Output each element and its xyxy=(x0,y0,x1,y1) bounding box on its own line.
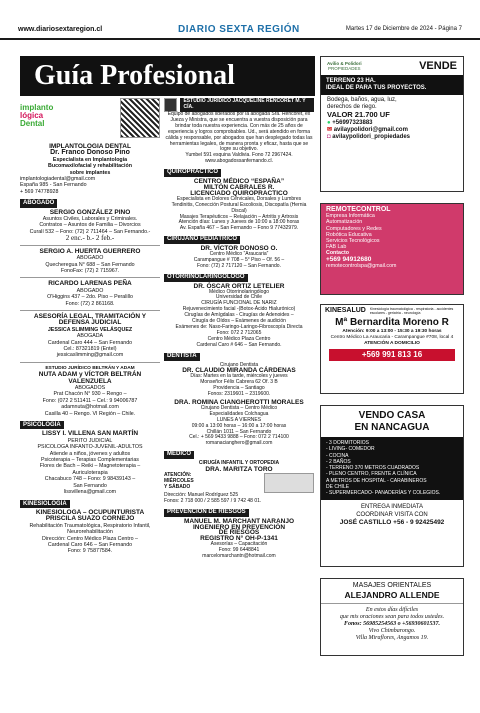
section-medico: MÉDICO xyxy=(164,451,194,459)
kinesalud-line: ATENCIÓN A DOMICILIO xyxy=(364,341,420,346)
lawyer-line: 2 enc.- b.- 2 feb.- xyxy=(65,234,115,243)
lawyer-line: adamnuta@hotmail.com xyxy=(61,404,119,411)
oto-line: CIRUGÍA FUNCIONAL DE NARIZ xyxy=(201,300,277,307)
remo-line: Robótica Educativa xyxy=(326,231,372,238)
estudio-text: Equipo de abogados liderados por la abogada Sra. Rencoret, ex Jueza y Ministra, que se encuentra a vuestra disposición para brindar toda nuestra experiencia. Con más de 25 años de experiencia y logros comprobables. Ud., será atendido en forma cálida y responsable, por abogados que han desplegado todas las herramientas legales, de manera pronta y eficaz, hasta que se logre su objetivo. xyxy=(165,111,313,153)
lawyer-line: ABOGADO xyxy=(76,255,104,262)
kinesalud-line: Centro Médico La Araucaria - Carampangue #708, local 4 xyxy=(330,335,454,340)
vende-line: Bodega, baños, agua, luz, xyxy=(327,97,397,103)
ad-kinesalud xyxy=(320,304,464,394)
quiro-name2: MILTÓN CABRALES R. xyxy=(203,183,275,191)
oto-name: DR. ÓSCAR ORTIZ LETELIER xyxy=(193,282,285,290)
remo-line: Automatización xyxy=(326,219,363,226)
quiro-name: CENTRO MÉDICO “ESPAÑA” xyxy=(193,178,285,186)
lawyer-line: FonoFax: (72) 2 715967. xyxy=(60,267,120,274)
implant-logo: implanto lógica Dental xyxy=(20,103,54,128)
masajes-line: Vivo Chimbarongo. xyxy=(368,628,416,634)
kine-name: KINESIOLOGA – OCUPUNTURISTA xyxy=(35,508,145,516)
masajes-line: En estos días difíciles xyxy=(365,607,419,613)
lawyer-line: Fono: (072 2 511411 – Cel.: 9 94006787 xyxy=(42,397,138,404)
whatsapp-icon: ● xyxy=(327,120,331,126)
implant-email: implantologiadental@gmail.com xyxy=(20,176,96,183)
implant-title: IMPLANTOLOGIA DENTAL xyxy=(49,143,131,150)
quiro-line: Av. España 467 – San Fernando – Fono 9 77432979. xyxy=(179,225,299,232)
lawyer-line: Casilla 40 – Rengo. VI Región – Chile. xyxy=(44,410,136,417)
estudio-line: www.abogadossanfernando.cl. xyxy=(204,158,274,165)
section-abogado: ABOGADO xyxy=(20,199,57,207)
masajes-phones: Fonos: 56985254563 o +56930601537. xyxy=(343,621,441,627)
dent-line: Providencia – Santiago xyxy=(213,385,265,392)
page-header xyxy=(0,0,480,40)
dent2-line: LUNES A VIERNES xyxy=(216,416,262,423)
remo-line: Servicios Tecnológicos xyxy=(326,238,380,245)
pedia-line: Carampangue # 708 – 5° Piso – Of. 56 – xyxy=(193,256,285,263)
casa-contact: JOSÉ CASTILLO +56 - 9 92425492 xyxy=(339,518,445,526)
oto-line: Rejuvenecimiento facial -(Botox-Ácido Hialurónico) xyxy=(182,306,296,313)
section-pediatrico: CIRUJANO PEDIÁTRICO xyxy=(164,236,240,244)
pedia-line: Fono: (72) 2 717120 – San Fernando. xyxy=(197,262,281,269)
dent2-name: DRA. ROMINA CIANGHEROTTI MORALES xyxy=(174,398,304,406)
dent-name: DR. CLAUDIO MIRANDA CÁRDENAS xyxy=(182,367,296,375)
dent-line: Monseñor Félix Cabrera 62 Of. 3 B xyxy=(200,379,278,386)
quiro-line: Masajes Terapéuticos – Relajación – Artritis y Artrosis xyxy=(179,213,299,220)
remo-email: remotecontrolspa@gmail.com xyxy=(326,262,397,269)
casa-line: ENTREGA INMEDIATA xyxy=(360,503,424,510)
dent-line: Días: Martes en la tarde, miércoles y jueves xyxy=(190,373,288,380)
kine-line: Cardenal Caro 646 – San Fernando xyxy=(47,541,133,548)
vende-email: avilaypolidori@gmail.com xyxy=(333,127,408,133)
dent2-line: Chillán 1011 – San Fernando xyxy=(206,428,272,435)
dent2-line: Especialidades Colchagua xyxy=(209,410,269,417)
page-date: Martes 17 de Diciembre de 2024 - Página 7 xyxy=(345,26,462,32)
remo-line: Computadores y Redes xyxy=(326,225,382,232)
vende-title: VENDE xyxy=(419,60,457,72)
scales-icon xyxy=(164,98,177,112)
oto-line: Fono: 072 2 712065 xyxy=(216,329,262,336)
prev-name3: DE RIESGOS xyxy=(218,529,260,537)
lawyer-line: Fono: (72) 2 861168. xyxy=(65,300,115,307)
children-illustration xyxy=(264,473,314,493)
divider xyxy=(20,277,160,278)
oto-line: Cirugías de Amígdalas - Cirugías de Adenoides – xyxy=(184,312,294,319)
estudio-line: Yumbel 591 esquina Valdivia. Fono 72 2967424. xyxy=(185,152,293,159)
lawyer-line: ABOGADOS xyxy=(74,385,106,391)
masajes-title: MASAJES ORIENTALES xyxy=(352,582,432,589)
lawyer-name: ESTUDIO JURÍDICO BELTRÁN Y ADAM xyxy=(45,365,135,371)
ad-vende-terreno xyxy=(320,56,464,192)
ad-vendo-casa xyxy=(320,405,464,567)
avilio-logo: Avilio & Polidori PROPIEDADES xyxy=(327,61,362,71)
lawyer-line: Quecheregua N° 688 – San Fernando xyxy=(45,261,135,268)
medico-line: CIRUGÍA INFANTIL Y ORTOPEDIA xyxy=(198,460,280,467)
section-prevencion: PREVENCIÓN DE RIESGOS xyxy=(164,509,249,517)
psico-line: lissvillena@gmail.com xyxy=(63,489,117,496)
dent-line: Cirujano Dentista xyxy=(219,361,259,368)
psico-line: Chacabuco 748 – Fono: 9 98439143 – xyxy=(44,476,136,483)
psico-line: PERITO JUDICIAL xyxy=(67,437,113,444)
section-quiropractico: QUIROPRÁCTICO xyxy=(164,169,221,177)
remo-title: REMOTECONTROL xyxy=(326,206,391,213)
psico-line: Atiende a niños, jóvenes y adultos xyxy=(49,450,131,457)
lawyer-line: JESSICA SLIMMING VELÁSQUEZ xyxy=(47,326,133,333)
quiro-name3: LICENCIADO QUIROPRACTICO xyxy=(190,189,288,197)
qr-code-icon xyxy=(120,98,160,138)
instagram-icon: ◘ xyxy=(327,134,331,140)
psico-line: PSICOLOGA INFANTO-JUVENIL-ADULTOS xyxy=(37,444,143,451)
prev-name4: REGISTRO N° OH-P-1341 xyxy=(200,535,278,543)
implant-spec: Especialista en Implantología xyxy=(52,156,128,163)
medico-line: Y SÁBADO xyxy=(164,483,191,490)
casa-title: VENDO CASA xyxy=(358,410,426,421)
prev-line: Asesorías – Capacitación xyxy=(210,541,268,548)
implant-logo-area xyxy=(20,98,160,142)
section-otorrino: OTORRINOLARINGÓLOGO xyxy=(164,274,248,282)
divider xyxy=(20,245,160,246)
medico-line: Fonos: 2 718 000 / 2 585 597 / 9 742 48 01. xyxy=(164,497,262,504)
vende-price: VALOR 21.700 UF xyxy=(327,110,390,119)
lawyer-line: ABOGADA xyxy=(76,333,104,340)
lawyer-line: Contratos – Asuntos de Familia – Divorcios xyxy=(39,222,141,229)
divider xyxy=(20,362,160,363)
kinesalud-tag: Kinesiología traumatológica - respiratoria - accidentes escolares - geriatría - neurología xyxy=(369,307,454,315)
kine-line: Fono: 9 75877584. xyxy=(67,548,113,555)
medico-line: Dirección: Manuel Rodríguez 525 xyxy=(164,491,239,498)
oto-line: Centro Médico Plaza Centro xyxy=(207,335,271,342)
column-2 xyxy=(164,98,314,560)
psico-line: Auriculoterapia xyxy=(72,469,108,476)
casa-line: COORDINAR VISITA CON xyxy=(356,511,428,518)
remo-line: Empresa Informática xyxy=(326,213,375,220)
prev-name2: INGENIERO EN PREVENCIÓN xyxy=(192,523,286,531)
lawyer-line: jessicaslimming@gmail.com xyxy=(56,352,124,359)
kinesalud-logo: KINESALUD xyxy=(325,307,366,314)
medico-name: DRA. MARITZA TORO xyxy=(205,466,273,474)
psico-line: Psicoterapia – Terapias Complementarias xyxy=(41,457,139,464)
casa-features: - 3 DORMITORIOS - LIVING- COMEDOR - COCINA - 2 BAÑOS - TERRENO 370 METROS CUADRADOS - PLENO CENTRO, FRENTE A CLÍNICA A METROS DE HOSPITAL - CARABINEROS DE CHILE - SUPERMERCADO- PANADERÍAS Y COLEGIOS. xyxy=(321,437,463,500)
ad-masajes xyxy=(320,578,464,656)
dent2-line: 09:00 a 13:00 horas – 16:00 a 17:00 horas xyxy=(191,422,287,429)
kine-line: Rehabilitación Traumatológica, Respiratorio Infantil, xyxy=(29,522,151,529)
masajes-line: que mis oraciones sean para todos ustedes. xyxy=(339,614,445,620)
lawyer-line: O'Higgins 437 – 2do. Piso – Peralillo xyxy=(47,294,133,301)
vende-line: TERRENO 23 HA. xyxy=(326,78,376,84)
casa-title2: EN NANCAGUA xyxy=(354,422,430,433)
ad-remotecontrol xyxy=(320,203,464,295)
lawyer-line: Cel.: 87321819 (Entel) xyxy=(63,345,117,352)
kinesalud-name: Mª Bernardita Moreno R xyxy=(335,317,449,328)
site-url: www.diariosextaregion.cl xyxy=(18,26,103,33)
vende-instagram: avilaypolidori_propiedades xyxy=(332,134,410,140)
divider xyxy=(321,603,463,604)
dent2-line: romanacianghero@gmail.com xyxy=(205,440,273,447)
lawyer-line: NUTA ADAM y VÍCTOR BELTRÁN VALENZUELA xyxy=(38,371,142,385)
lawyer-line: Asuntos Civiles, Laborales y Criminales. xyxy=(42,216,138,223)
implant-addr: España 985 - San Fernando xyxy=(20,182,87,189)
medico-line: MIÉRCOLES xyxy=(164,477,194,484)
prev-line: Fono: 99 6448841 xyxy=(218,547,260,554)
medico-line: ATENCIÓN: xyxy=(164,471,192,478)
implant-spec3: sobre implantes xyxy=(69,169,111,176)
oto-line: Médico Otorrinolaringólogo xyxy=(208,288,270,295)
section-psicologia: PSICOLOGÍA xyxy=(20,421,64,429)
estudio-name: ESTUDIO JURÍDICO JACQUELINE RENCORET M. Y CÍA. xyxy=(180,98,314,112)
lawyer-name: SERGIO A. HUERTA GUERRERO xyxy=(39,247,141,255)
oto-line: Cardenal Caro # 646 – San Fernando. xyxy=(196,341,282,348)
mail-icon: ✉ xyxy=(327,127,333,133)
psico-line: San Fernando xyxy=(73,482,107,489)
vende-line: derechos de riego. xyxy=(327,104,377,110)
kine-line: Dirección: Centro Médico Plaza Centro – xyxy=(42,535,138,542)
lawyer-name: RICARDO LARENAS PEÑA xyxy=(48,280,132,288)
pedia-line: Centro Médico “Araucaria” xyxy=(209,251,269,258)
divider xyxy=(20,310,160,311)
dent-line: Fonos: 2319601 – 2319600. xyxy=(207,391,271,398)
section-kinesiologia: KINESIOLOGÍA xyxy=(20,500,70,508)
prev-name: MANUEL M. MARCHANT NARANJO xyxy=(183,517,294,525)
guia-title: Guía Profesional xyxy=(20,56,315,96)
kine-name2: PRISCILA SUAZO CORNEJO xyxy=(45,515,135,523)
implant-name: Dr. Franco Donoso Pino xyxy=(50,149,130,157)
oto-line: Exámenes de: Naso-Faringo-Laringo-Fibroscopía Directa xyxy=(175,324,303,330)
prev-line: marcelomarchantn@hotmail.com xyxy=(202,553,276,560)
remo-line: Contacto xyxy=(326,250,349,257)
vende-line: IDEAL DE PARA TUS PROYECTOS. xyxy=(326,85,427,91)
pedia-name: DR. VÍCTOR DONOSO O. xyxy=(200,245,278,253)
implant-spec2: Bucomaxilofacial y rehabilitación xyxy=(48,163,132,170)
column-1 xyxy=(20,98,160,555)
oto-line: Cirugía de Oídos – Exámenes de audición xyxy=(192,318,286,325)
kinesalud-line: Atención: 9:00 a 13:00 - 15:30 a 19:30 horas xyxy=(342,329,442,334)
section-dentista: DENTISTA xyxy=(164,353,200,361)
oto-line: Universidad de Chile xyxy=(215,294,263,301)
vende-phone: +56997323883 xyxy=(332,120,373,126)
psico-name: LISSY I. VILLENA SAN MARTÍN xyxy=(41,430,139,438)
lawyer-line: Curalí 532 – Fono: (72) 2 711464 – San Fernando.- xyxy=(29,228,151,235)
remo-phone: +569 94912680 xyxy=(326,255,372,263)
dent2-line: Cel.: + 569 9433 9888 – Fono: 072 2 714100 xyxy=(189,434,289,441)
kine-line: Neurorehabilitación xyxy=(67,529,113,536)
dent2-line: Cirujano Dentista – Centro Médico xyxy=(200,404,278,411)
newspaper-title: DIARIO SEXTA REGIÓN xyxy=(178,24,300,35)
quiro-line: Tendinitis, Conección Postural Escoliosis, Discopatía (Hernia Discal) xyxy=(171,201,307,214)
quiro-line: Atención días: Lunes y Jueves de 10:00 a 18:00 horas xyxy=(178,219,300,226)
masajes-name: ALEJANDRO ALLENDE xyxy=(344,590,440,600)
lawyer-line: ABOGADO xyxy=(76,287,104,294)
lawyer-line: Cardenal Caro 444 – San Fernando xyxy=(47,339,133,346)
remo-line: FAB Lab xyxy=(326,244,347,251)
psico-line: Flores de Bach – Reiki – Magnetoterapia – xyxy=(39,463,141,470)
masajes-line: Villa Miraflores, Angamos 19. xyxy=(355,635,429,641)
implant-phone: + 569 74778928 xyxy=(20,188,59,195)
quiro-line: Especialista en Dolores Cervicales, Dorsales y Lumbres xyxy=(176,195,302,202)
lawyer-name: ASESORÍA LEGAL, TRAMITACIÓN Y DEFENSA JUDICIAL xyxy=(33,312,147,327)
lawyer-name: SERGIO GONZÁLEZ PINO xyxy=(49,208,131,216)
kinesalud-phone: +569 991 813 16 xyxy=(329,349,455,361)
lawyer-line: Prat Chacón N° 930 – Rengo – xyxy=(53,391,127,398)
